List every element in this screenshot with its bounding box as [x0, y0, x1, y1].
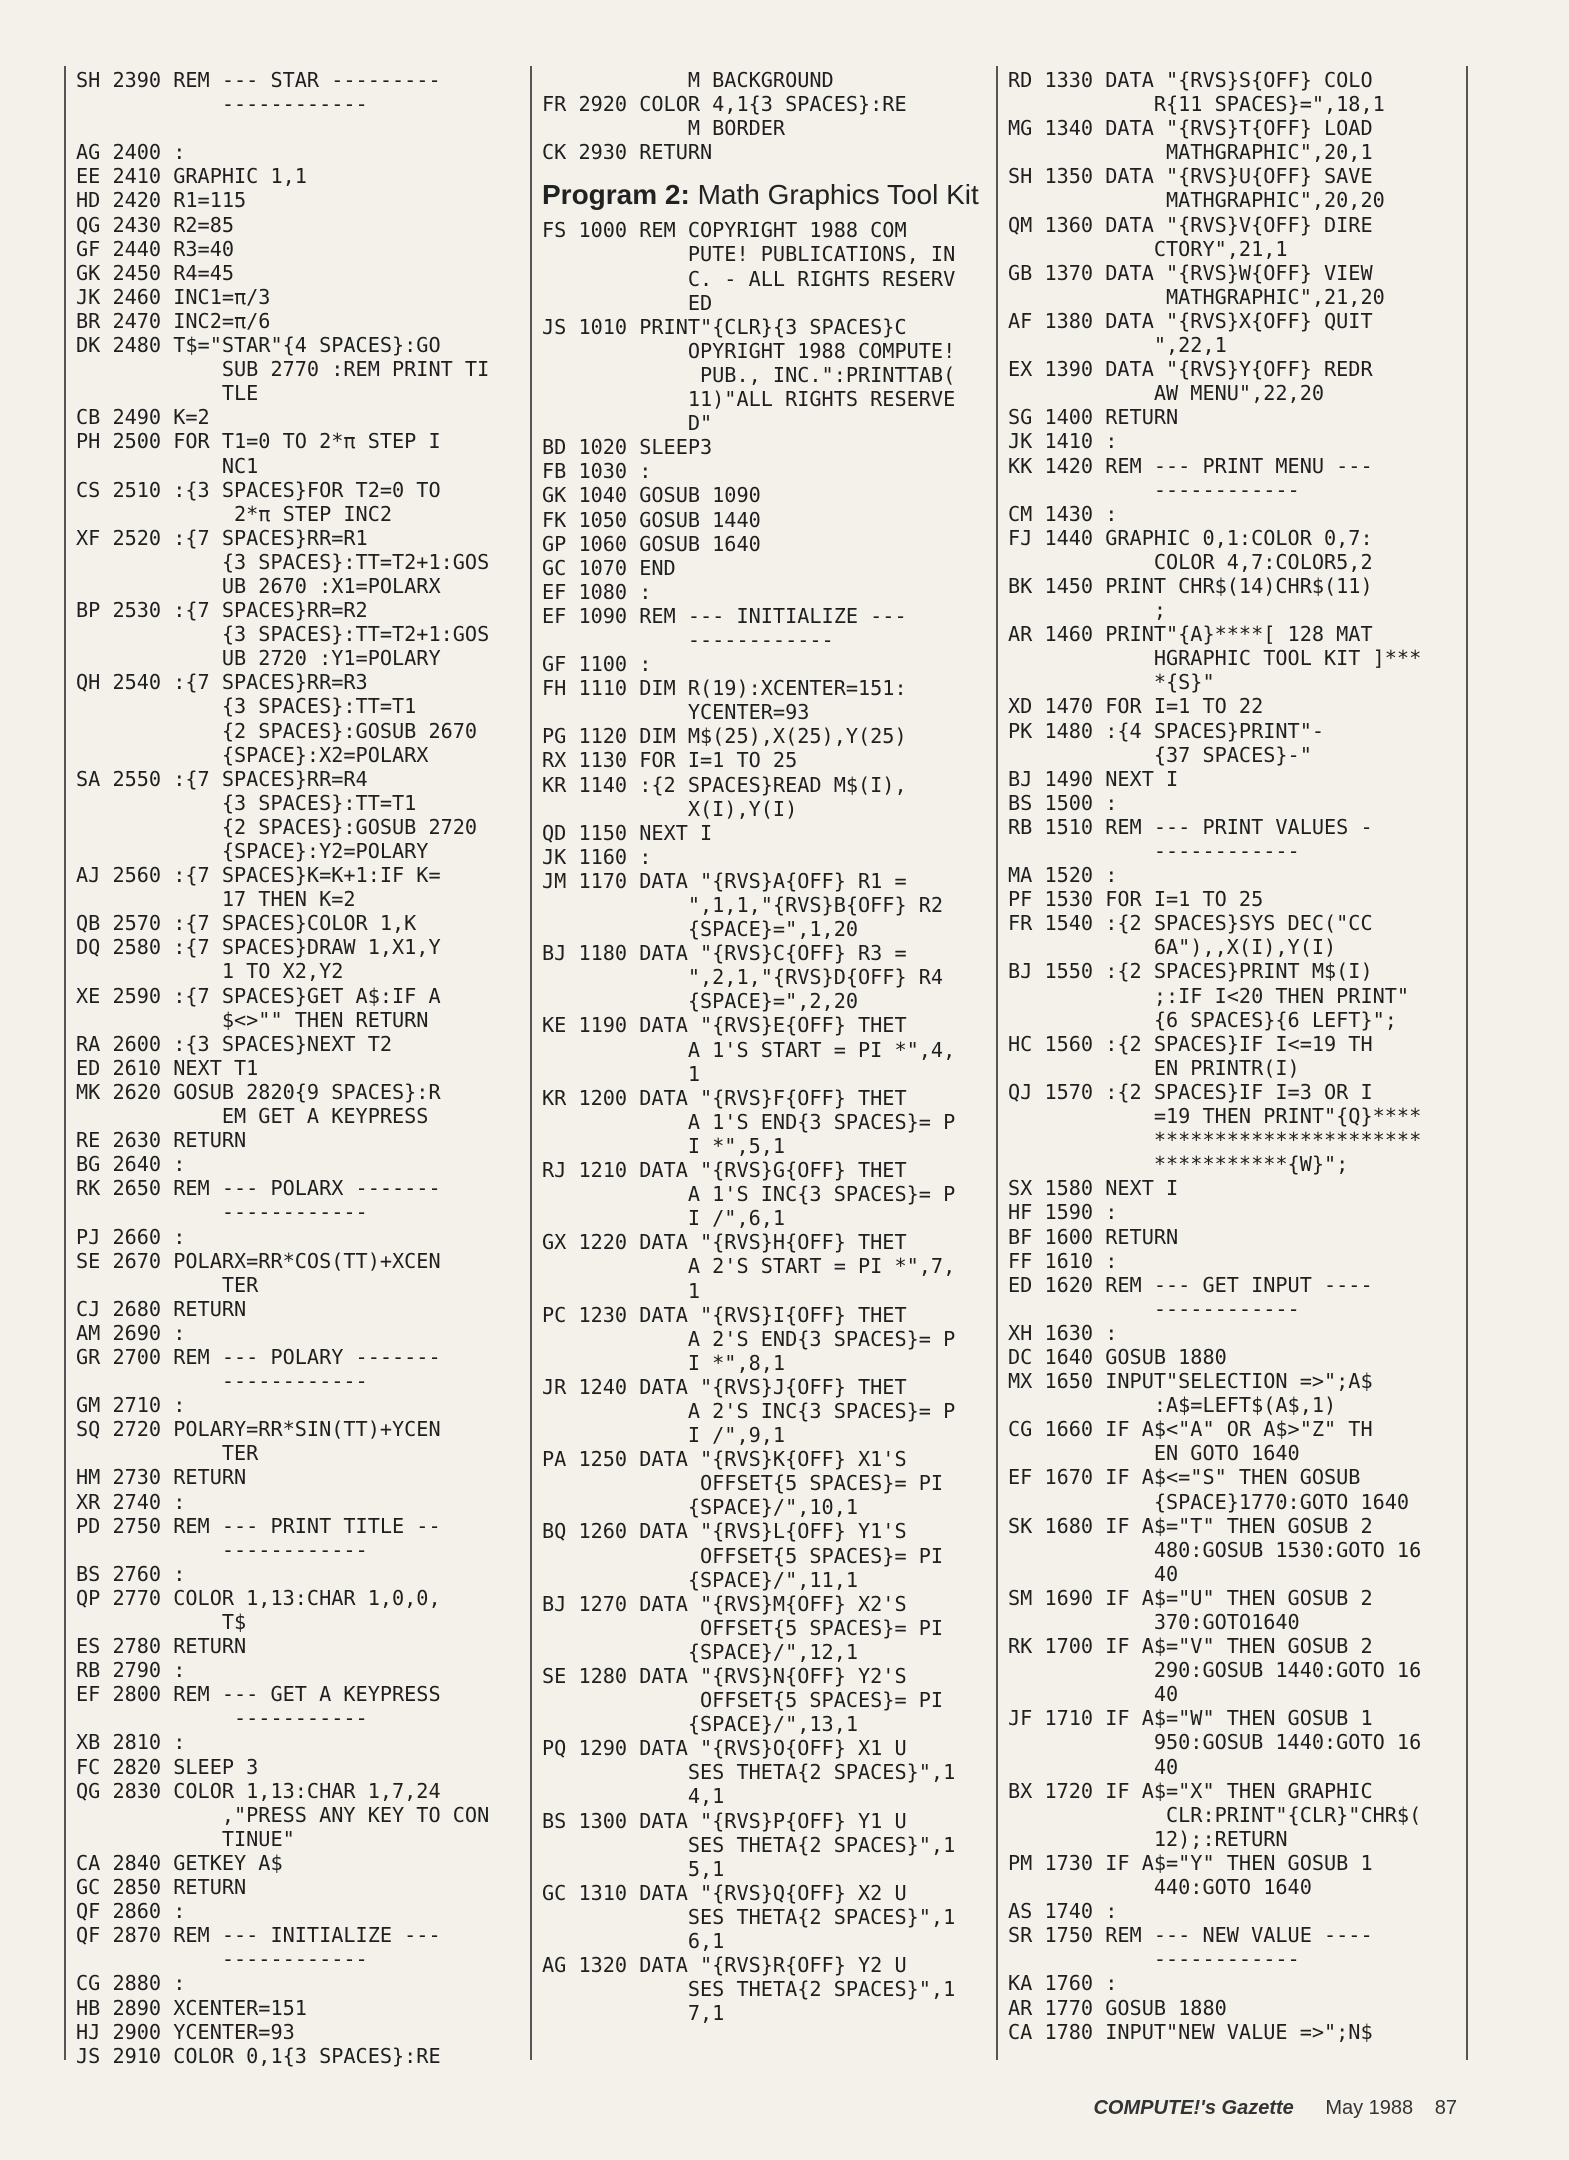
- code-line: BJ 1550 :{2 SPACES}PRINT M$(I): [1008, 959, 1373, 984]
- code-line: QM 1360 DATA "{RVS}V{OFF} DIRE: [1008, 212, 1373, 237]
- code-line: YCENTER=93: [542, 700, 810, 725]
- program-title: Math Graphics Tool Kit: [697, 179, 979, 211]
- code-line: FR 1540 :{2 SPACES}SYS DEC("CC: [1008, 911, 1373, 936]
- code-line: CJ 2680 RETURN: [76, 1296, 247, 1321]
- code-line: BQ 1260 DATA "{RVS}L{OFF} Y1'S: [542, 1519, 907, 1544]
- column-rule: [64, 66, 66, 2060]
- code-line: D": [542, 411, 713, 436]
- code-line: C. - ALL RIGHTS RESERV: [542, 266, 956, 291]
- code-line: EE 2410 GRAPHIC 1,1: [76, 164, 307, 189]
- code-line: 7,1: [542, 2001, 725, 2026]
- code-line: OPYRIGHT 1988 COMPUTE!: [542, 338, 956, 363]
- code-line: ------------: [76, 1947, 368, 1972]
- code-line: SES THETA{2 SPACES}",1: [542, 1904, 956, 1929]
- code-line: 12);:RETURN: [1008, 1826, 1288, 1851]
- code-line: BS 2760 :: [76, 1561, 186, 1586]
- code-line: {2 SPACES}:GOSUB 2670: [76, 718, 478, 743]
- code-line: ,"PRESS ANY KEY TO CON: [76, 1802, 490, 1827]
- code-line: QF 2870 REM --- INITIALIZE ---: [76, 1923, 441, 1948]
- code-line: QB 2570 :{7 SPACES}COLOR 1,K: [76, 911, 417, 936]
- program-1-end: [542, 68, 982, 164]
- code-line: A 2'S START = PI *",7,: [542, 1254, 956, 1279]
- code-line: CTORY",21,1: [1008, 236, 1288, 261]
- issue-date: May 1988: [1325, 2097, 1414, 2119]
- code-line: CG 1660 IF A$<"A" OR A$>"Z" TH: [1008, 1417, 1373, 1442]
- code-line: OFFSET{5 SPACES}= PI: [542, 1688, 944, 1713]
- code-line: {SPACE}=",1,20: [542, 917, 859, 942]
- code-line: 1: [542, 1278, 701, 1303]
- code-line: RA 2600 :{3 SPACES}NEXT T2: [76, 1031, 393, 1056]
- code-line: PQ 1290 DATA "{RVS}O{OFF} X1 U: [542, 1736, 907, 1761]
- code-line: ------------: [1008, 1296, 1300, 1321]
- code-line: A 1'S START = PI *",4,: [542, 1037, 956, 1062]
- code-line: ",22,1: [1008, 333, 1227, 358]
- code-line: CG 2880 :: [76, 1971, 186, 1996]
- code-line: AG 1320 DATA "{RVS}R{OFF} Y2 U: [542, 1953, 907, 1978]
- code-line: CS 2510 :{3 SPACES}FOR T2=0 TO: [76, 477, 441, 502]
- code-line: QG 2430 R2=85: [76, 212, 235, 237]
- code-line: JM 1170 DATA "{RVS}A{OFF} R1 =: [542, 868, 907, 893]
- code-line: 950:GOSUB 1440:GOTO 16: [1008, 1730, 1422, 1755]
- code-line: ------------: [542, 627, 834, 652]
- code-line: SA 2550 :{7 SPACES}RR=R4: [76, 766, 368, 791]
- code-line: ED: [542, 290, 713, 315]
- code-line: SR 1750 REM --- NEW VALUE ----: [1008, 1923, 1373, 1948]
- code-line: HC 1560 :{2 SPACES}IF I<=19 TH: [1008, 1031, 1373, 1056]
- code-line: QP 2770 COLOR 1,13:CHAR 1,0,0,: [76, 1585, 441, 1610]
- code-line: PJ 2660 :: [76, 1224, 186, 1249]
- code-line: EF 1670 IF A$<="S" THEN GOSUB: [1008, 1465, 1361, 1490]
- code-line: :A$=LEFT$(A$,1): [1008, 1393, 1337, 1418]
- code-line: NC1: [76, 453, 259, 478]
- code-line: JF 1710 IF A$="W" THEN GOSUB 1: [1008, 1706, 1373, 1731]
- code-line: KE 1190 DATA "{RVS}E{OFF} THET: [542, 1013, 907, 1038]
- code-line: JK 1160 :: [542, 844, 652, 869]
- code-line: 440:GOTO 1640: [1008, 1875, 1312, 1900]
- code-line: SG 1400 RETURN: [1008, 405, 1179, 430]
- code-line: UB 2720 :Y1=POLARY: [76, 646, 441, 671]
- code-line: 40: [1008, 1682, 1179, 1707]
- code-line: 370:GOTO1640: [1008, 1610, 1300, 1634]
- program-heading: [542, 178, 982, 212]
- code-line: RJ 1210 DATA "{RVS}G{OFF} THET: [542, 1158, 907, 1183]
- code-line: JS 2910 COLOR 0,1{3 SPACES}:RE: [76, 2043, 441, 2068]
- code-line: [76, 116, 516, 140]
- code-line: SX 1580 NEXT I: [1008, 1176, 1179, 1201]
- code-line: A 2'S INC{3 SPACES}= P: [542, 1398, 956, 1423]
- code-line: AW MENU",22,20: [1008, 381, 1325, 406]
- code-line: 2*π STEP INC2: [76, 501, 393, 526]
- code-line: {3 SPACES}:TT=T2+1:GOS: [76, 549, 490, 574]
- code-line: AR 1770 GOSUB 1880: [1008, 1995, 1227, 2020]
- code-line: PK 1480 :{4 SPACES}PRINT"-: [1008, 718, 1325, 743]
- code-line: {2 SPACES}:GOSUB 2720: [76, 814, 478, 839]
- code-line: BJ 1180 DATA "{RVS}C{OFF} R3 =: [542, 941, 907, 966]
- code-line: BD 1020 SLEEP3: [542, 435, 713, 460]
- code-line: SES THETA{2 SPACES}",1: [542, 1977, 956, 2002]
- code-line: AM 2690 :: [76, 1320, 186, 1345]
- code-line: ------------: [76, 1369, 368, 1394]
- code-line: FF 1610 :: [1008, 1248, 1118, 1273]
- code-line: {SPACE}/",10,1: [542, 1495, 859, 1520]
- code-line: FH 1110 DIM R(19):XCENTER=151:: [542, 676, 907, 701]
- code-line: AF 1380 DATA "{RVS}X{OFF} QUIT: [1008, 308, 1373, 333]
- code-line: RK 2650 REM --- POLARX -------: [76, 1176, 441, 1201]
- code-line: KA 1760 :: [1008, 1971, 1118, 1996]
- code-line: FC 2820 SLEEP 3: [76, 1754, 259, 1779]
- code-line: TLE: [76, 381, 259, 406]
- code-line: XH 1630 :: [1008, 1320, 1118, 1345]
- code-line: I /",9,1: [542, 1423, 786, 1448]
- column-rule: [530, 66, 532, 2060]
- code-line: SE 1280 DATA "{RVS}N{OFF} Y2'S: [542, 1664, 907, 1688]
- code-line: MATHGRAPHIC",21,20: [1008, 284, 1385, 309]
- code-line: UB 2670 :X1=POLARX: [76, 573, 441, 598]
- code-line: KR 1200 DATA "{RVS}F{OFF} THET: [542, 1085, 907, 1110]
- code-line: OFFSET{5 SPACES}= PI: [542, 1615, 944, 1640]
- code-line: ***********{W}";: [1008, 1152, 1349, 1177]
- code-line: PM 1730 IF A$="Y" THEN GOSUB 1: [1008, 1850, 1373, 1875]
- listing-column-2: [542, 68, 982, 2025]
- code-line: EF 1090 REM --- INITIALIZE ---: [542, 603, 907, 628]
- code-line: 4,1: [542, 1784, 725, 1809]
- code-line: DC 1640 GOSUB 1880: [1008, 1344, 1227, 1369]
- code-line: 40: [1008, 1561, 1179, 1586]
- code-line: JS 1010 PRINT"{CLR}{3 SPACES}C: [542, 314, 907, 339]
- code-line: COLOR 4,7:COLOR5,2: [1008, 549, 1373, 574]
- code-line: PH 2500 FOR T1=0 TO 2*π STEP I: [76, 429, 441, 454]
- page-number: 87: [1434, 2097, 1457, 2119]
- code-line: ED 1620 REM --- GET INPUT ----: [1008, 1272, 1373, 1297]
- code-line: FK 1050 GOSUB 1440: [542, 507, 761, 532]
- code-line: TER: [76, 1272, 259, 1297]
- code-line: XD 1470 FOR I=1 TO 22: [1008, 694, 1264, 719]
- code-line: GM 2710 :: [76, 1393, 186, 1418]
- code-line: *{S}": [1008, 670, 1215, 695]
- code-line: SUB 2770 :REM PRINT TI: [76, 357, 490, 382]
- code-line: =19 THEN PRINT"{Q}****: [1008, 1104, 1422, 1129]
- code-line: TER: [76, 1441, 259, 1466]
- code-line: {SPACE}/",13,1: [542, 1712, 859, 1737]
- code-line: A 2'S END{3 SPACES}= P: [542, 1326, 956, 1351]
- code-line: RB 1510 REM --- PRINT VALUES -: [1008, 814, 1373, 839]
- code-line: SQ 2720 POLARY=RR*SIN(TT)+YCEN: [76, 1417, 441, 1442]
- program-2-listing: [542, 218, 982, 2025]
- code-line: 17 THEN K=2: [76, 887, 356, 912]
- code-line: ------------: [76, 92, 368, 117]
- code-line: {SPACE}=",2,20: [542, 989, 859, 1014]
- code-line: EN PRINTR(I): [1008, 1055, 1300, 1080]
- code-line: EM GET A KEYPRESS: [76, 1104, 429, 1129]
- code-line: BJ 1270 DATA "{RVS}M{OFF} X2'S: [542, 1591, 907, 1616]
- code-line: EX 1390 DATA "{RVS}Y{OFF} REDR: [1008, 357, 1373, 382]
- code-line: BJ 1490 NEXT I: [1008, 766, 1179, 791]
- code-line: PF 1530 FOR I=1 TO 25: [1008, 887, 1264, 912]
- code-line: OFFSET{5 SPACES}= PI: [542, 1471, 944, 1496]
- code-line: PUB., INC.":PRINTTAB(: [542, 362, 956, 387]
- code-line: CA 2840 GETKEY A$: [76, 1850, 283, 1875]
- code-line: ------------: [76, 1537, 368, 1562]
- code-line: 11)"ALL RIGHTS RESERVE: [542, 387, 956, 412]
- code-line: {37 SPACES}-": [1008, 742, 1312, 767]
- code-line: {3 SPACES}:TT=T1: [76, 694, 417, 719]
- column-rule: [1466, 66, 1468, 2060]
- code-line: MX 1650 INPUT"SELECTION =>";A$: [1008, 1369, 1373, 1394]
- code-line: MA 1520 :: [1008, 863, 1118, 888]
- code-line: 6,1: [542, 1929, 725, 1954]
- listing-column-3: [1008, 68, 1458, 2044]
- code-line: SE 2670 POLARX=RR*COS(TT)+XCEN: [76, 1248, 441, 1273]
- code-line: CLR:PRINT"{CLR}"CHR$(: [1008, 1802, 1422, 1827]
- code-line: HJ 2900 YCENTER=93: [76, 2019, 295, 2044]
- code-line: I *",5,1: [542, 1133, 786, 1158]
- code-line: 290:GOSUB 1440:GOTO 16: [1008, 1658, 1422, 1683]
- listing-column-1: [76, 68, 516, 2068]
- column-rule: [996, 66, 998, 2060]
- code-line: GF 2440 R3=40: [76, 236, 235, 261]
- code-line: QF 2860 :: [76, 1899, 186, 1924]
- code-line: SES THETA{2 SPACES}",1: [542, 1832, 956, 1857]
- code-line: BS 1300 DATA "{RVS}P{OFF} Y1 U: [542, 1808, 907, 1833]
- code-line: JR 1240 DATA "{RVS}J{OFF} THET: [542, 1374, 907, 1399]
- code-line: ED 2610 NEXT T1: [76, 1055, 259, 1080]
- code-line: KR 1140 :{2 SPACES}READ M$(I),: [542, 772, 907, 797]
- code-line: X(I),Y(I): [542, 796, 798, 821]
- code-line: OFFSET{5 SPACES}= PI: [542, 1543, 944, 1568]
- code-line: SH 2390 REM --- STAR ---------: [76, 68, 441, 92]
- code-line: CB 2490 K=2: [76, 405, 210, 430]
- code-line: PUTE! PUBLICATIONS, IN: [542, 242, 956, 267]
- code-line: HGRAPHIC TOOL KIT ]***: [1008, 646, 1422, 671]
- code-line: RD 1330 DATA "{RVS}S{OFF} COLO: [1008, 68, 1373, 92]
- code-line: ;:IF I<20 THEN PRINT": [1008, 983, 1410, 1008]
- code-line: 40: [1008, 1754, 1179, 1779]
- code-line: GB 1370 DATA "{RVS}W{OFF} VIEW: [1008, 260, 1373, 285]
- code-line: GC 1070 END: [542, 555, 676, 580]
- code-line: **********************: [1008, 1128, 1422, 1153]
- code-line: AS 1740 :: [1008, 1899, 1118, 1924]
- code-line: 480:GOSUB 1530:GOTO 16: [1008, 1537, 1422, 1562]
- code-line: I /",6,1: [542, 1206, 786, 1231]
- code-line: BK 1450 PRINT CHR$(14)CHR$(11): [1008, 573, 1373, 598]
- code-line: BR 2470 INC2=π/6: [76, 308, 271, 333]
- code-line: FS 1000 REM COPYRIGHT 1988 COM: [542, 218, 907, 243]
- code-line: MATHGRAPHIC",20,1: [1008, 140, 1373, 165]
- code-line: GC 1310 DATA "{RVS}Q{OFF} X2 U: [542, 1880, 907, 1905]
- code-line: RX 1130 FOR I=1 TO 25: [542, 748, 798, 773]
- page-footer: [1093, 2097, 1457, 2120]
- code-line: BF 1600 RETURN: [1008, 1224, 1179, 1249]
- code-line: {SPACE}:X2=POLARX: [76, 742, 429, 767]
- code-line: AR 1460 PRINT"{A}****[ 128 MAT: [1008, 622, 1373, 647]
- code-line: EF 2800 REM --- GET A KEYPRESS: [76, 1682, 441, 1707]
- code-line: XE 2590 :{7 SPACES}GET A$:IF A: [76, 983, 441, 1008]
- code-line: ------------: [1008, 839, 1300, 863]
- code-line: RK 1700 IF A$="V" THEN GOSUB 2: [1008, 1634, 1373, 1659]
- code-line: QG 2830 COLOR 1,13:CHAR 1,7,24: [76, 1778, 441, 1803]
- code-line: QD 1150 NEXT I: [542, 820, 713, 845]
- code-line: DQ 2580 :{7 SPACES}DRAW 1,X1,Y: [76, 935, 441, 960]
- code-line: A 1'S END{3 SPACES}= P: [542, 1109, 956, 1134]
- code-line: EF 1080 :: [542, 579, 652, 604]
- code-line: I *",8,1: [542, 1350, 786, 1375]
- magazine-name: COMPUTE!'s Gazette: [1093, 2097, 1294, 2119]
- code-line: QH 2540 :{7 SPACES}RR=R3: [76, 670, 368, 695]
- code-line: BG 2640 :: [76, 1152, 186, 1177]
- code-line: A 1'S INC{3 SPACES}= P: [542, 1182, 956, 1207]
- code-line: AG 2400 :: [76, 140, 186, 165]
- code-line: PC 1230 DATA "{RVS}I{OFF} THET: [542, 1302, 907, 1327]
- code-line: SH 1350 DATA "{RVS}U{OFF} SAVE: [1008, 164, 1373, 189]
- code-line: {SPACE}:Y2=POLARY: [76, 839, 429, 863]
- code-line: GR 2700 REM --- POLARY -------: [76, 1344, 441, 1369]
- code-line: KK 1420 REM --- PRINT MENU ---: [1008, 453, 1373, 478]
- code-line: PA 1250 DATA "{RVS}K{OFF} X1'S: [542, 1447, 907, 1472]
- code-line: ",2,1,"{RVS}D{OFF} R4: [542, 965, 944, 990]
- code-line: PD 2750 REM --- PRINT TITLE --: [76, 1513, 441, 1538]
- code-line: {SPACE}/",12,1: [542, 1639, 859, 1664]
- code-line: SES THETA{2 SPACES}",1: [542, 1760, 956, 1785]
- code-line: GF 1100 :: [542, 652, 652, 677]
- code-line: M BORDER: [542, 116, 786, 141]
- code-line: M BACKGROUND: [542, 68, 834, 92]
- code-line: 1: [542, 1061, 701, 1086]
- code-line: JK 1410 :: [1008, 429, 1118, 454]
- code-line: HB 2890 XCENTER=151: [76, 1995, 307, 2020]
- code-line: XR 2740 :: [76, 1489, 186, 1514]
- code-line: AJ 2560 :{7 SPACES}K=K+1:IF K=: [76, 863, 441, 888]
- code-line: ;: [1008, 598, 1167, 623]
- code-line: MG 1340 DATA "{RVS}T{OFF} LOAD: [1008, 116, 1373, 141]
- code-line: CK 2930 RETURN: [542, 140, 713, 165]
- code-line: RE 2630 RETURN: [76, 1128, 247, 1153]
- code-line: XF 2520 :{7 SPACES}RR=R1: [76, 525, 368, 550]
- code-line: QJ 1570 :{2 SPACES}IF I=3 OR I: [1008, 1079, 1373, 1104]
- code-line: TINUE": [76, 1826, 295, 1851]
- code-line: FB 1030 :: [542, 459, 652, 484]
- code-line: PG 1120 DIM M$(25),X(25),Y(25): [542, 724, 907, 749]
- code-line: HD 2420 R1=115: [76, 188, 247, 213]
- program-number: Program 2:: [542, 179, 690, 211]
- code-line: BX 1720 IF A$="X" THEN GRAPHIC: [1008, 1778, 1373, 1803]
- code-line: RB 2790 :: [76, 1658, 186, 1683]
- code-line: {3 SPACES}:TT=T2+1:GOS: [76, 622, 490, 647]
- code-line: FJ 1440 GRAPHIC 0,1:COLOR 0,7:: [1008, 525, 1373, 550]
- code-line: MATHGRAPHIC",20,20: [1008, 188, 1385, 213]
- code-line: {3 SPACES}:TT=T1: [76, 790, 417, 815]
- code-line: GX 1220 DATA "{RVS}H{OFF} THET: [542, 1230, 907, 1255]
- code-line: GK 2450 R4=45: [76, 260, 235, 285]
- code-line: SK 1680 IF A$="T" THEN GOSUB 2: [1008, 1513, 1373, 1538]
- code-line: {SPACE}/",11,1: [542, 1567, 859, 1592]
- code-line: ES 2780 RETURN: [76, 1634, 247, 1659]
- code-line: EN GOTO 1640: [1008, 1441, 1300, 1466]
- code-line: GC 2850 RETURN: [76, 1875, 247, 1900]
- code-line: CM 1430 :: [1008, 501, 1118, 526]
- code-line: {SPACE}1770:GOTO 1640: [1008, 1489, 1410, 1514]
- code-line: CA 1780 INPUT"NEW VALUE =>";N$: [1008, 2019, 1373, 2044]
- code-line: ------------: [76, 1200, 368, 1225]
- code-line: $<>"" THEN RETURN: [76, 1007, 429, 1032]
- code-line: GK 1040 GOSUB 1090: [542, 483, 761, 508]
- code-line: ------------: [1008, 477, 1300, 502]
- code-line: 5,1: [542, 1856, 725, 1881]
- code-line: FR 2920 COLOR 4,1{3 SPACES}:RE: [542, 92, 907, 117]
- code-line: JK 2460 INC1=π/3: [76, 284, 271, 309]
- code-line: -----------: [76, 1706, 368, 1731]
- code-line: ------------: [1008, 1947, 1300, 1972]
- code-line: GP 1060 GOSUB 1640: [542, 531, 761, 556]
- code-line: 6A"),,X(I),Y(I): [1008, 935, 1337, 960]
- code-line: T$: [76, 1610, 247, 1634]
- code-line: BS 1500 :: [1008, 790, 1118, 815]
- code-line: HF 1590 :: [1008, 1200, 1118, 1225]
- code-line: {6 SPACES}{6 LEFT}";: [1008, 1007, 1397, 1032]
- code-line: R{11 SPACES}=",18,1: [1008, 92, 1385, 117]
- code-line: ",1,1,"{RVS}B{OFF} R2: [542, 893, 944, 917]
- code-line: XB 2810 :: [76, 1730, 186, 1755]
- code-line: 1 TO X2,Y2: [76, 959, 344, 984]
- code-line: HM 2730 RETURN: [76, 1465, 247, 1490]
- code-line: MK 2620 GOSUB 2820{9 SPACES}:R: [76, 1079, 441, 1104]
- code-line: DK 2480 T$="STAR"{4 SPACES}:GO: [76, 333, 441, 358]
- code-line: SM 1690 IF A$="U" THEN GOSUB 2: [1008, 1585, 1373, 1610]
- code-line: BP 2530 :{7 SPACES}RR=R2: [76, 598, 368, 623]
